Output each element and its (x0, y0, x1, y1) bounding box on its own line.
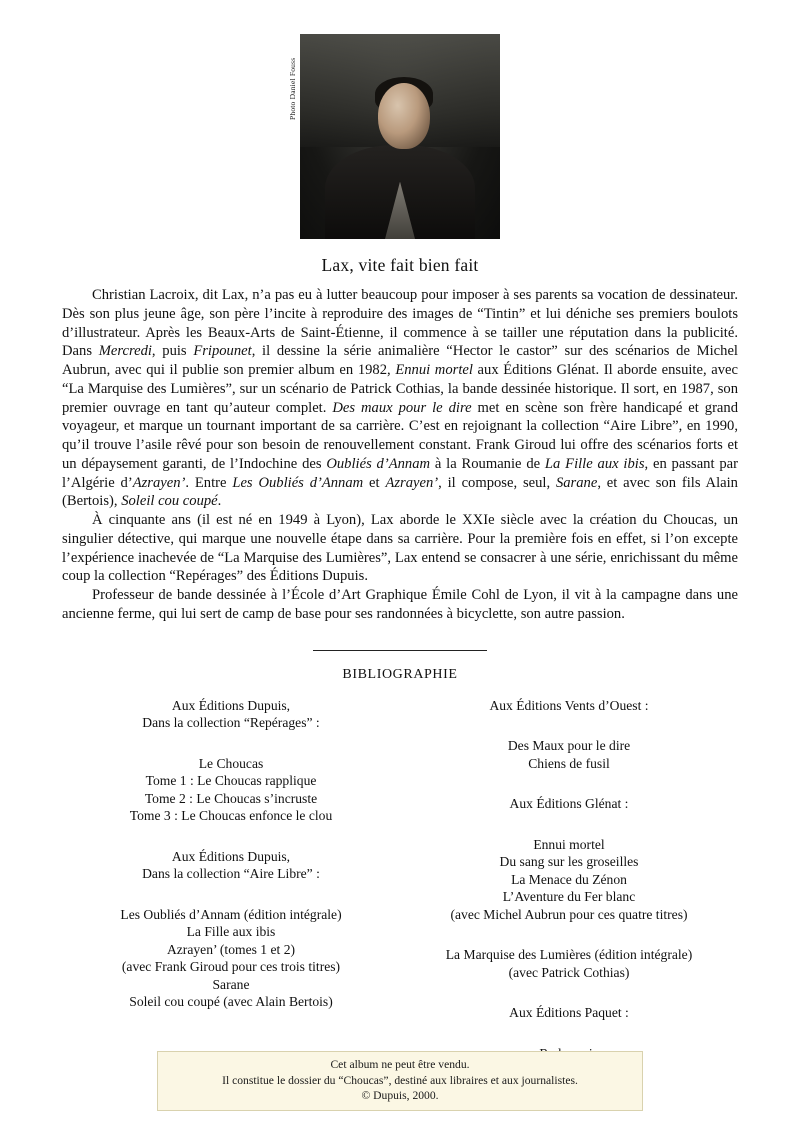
spacer (400, 994, 738, 1004)
title-la-fille-aux-ibis: La Fille aux ibis (544, 455, 645, 472)
spacer (400, 1035, 738, 1045)
bibliography-group (400, 795, 738, 813)
spacer (400, 826, 738, 836)
article-paragraph: À cinquante ans (il est né en 1949 à Lyon), Lax aborde le XXIe siècle avec la création du Choucas, un singulier détective, qui marque une nouvelle étape dans sa carrière. Pour la première fois en effet, si l’on excepte l’expérience inachevée de “La Marquise des Lumières”, Lax entend se consacrer à une série, enrichissant du même coup la collection “Repérages” des Éditions Dupuis. (62, 512, 738, 585)
document-page (0, 34, 800, 1129)
bibliography-line: Ennui mortel (533, 836, 605, 852)
footer-note (157, 1051, 643, 1111)
bibliography-line: Aux Éditions Dupuis, (171, 848, 291, 864)
spacer (62, 838, 400, 848)
spacer (62, 896, 400, 906)
bibliography-heading: BIBLIOGRAPHIE (342, 666, 458, 682)
bibliography-line: La Menace du Zénon (511, 871, 627, 887)
bibliography-left-column (62, 697, 400, 1063)
bibliography-line: Dans la collection “Aire Libre” : (142, 866, 320, 882)
title-soleil-cou-coupe: Soleil cou coupé (121, 493, 218, 510)
spacer (400, 785, 738, 795)
bibliography-line: Aux Éditions Paquet : (509, 1005, 629, 1021)
bibliography-line: La Fille aux ibis (186, 924, 276, 940)
title-oublies-dannam: Oubliés d’Annam (326, 455, 431, 472)
bibliography-line: Aux Éditions Glénat : (509, 796, 629, 812)
title-ennui-mortel: Ennui mortel (395, 362, 473, 378)
article-paragraph: Professeur de bande dessinée à l’École d’Art Graphique Émile Cohl de Lyon, il vit à la campagne dans une ancienne ferme, qui lui sert de camp de base pour ses randonnées à bicyclette, son autre passion. (62, 587, 738, 622)
photo-block (288, 34, 500, 239)
title-mercredi: Mercredi (98, 343, 152, 360)
photo-credit: Photo Daniel Fouss (288, 57, 297, 120)
bibliography-group (62, 697, 400, 732)
page-title: Lax, vite fait bien fait (321, 255, 479, 275)
bibliography-group (62, 755, 400, 825)
title-les-oublies-dannam: Les Oubliés d’Annam (232, 474, 364, 491)
bibliography-line: Sarane (212, 976, 250, 992)
bibliography-line: Soleil cou coupé (avec Alain Bertois) (129, 994, 333, 1010)
footer-line-3: © Dupuis, 2000. (361, 1089, 439, 1103)
bibliography-line: Des Maux pour le dire (507, 738, 631, 754)
bibliography-line: Dans la collection “Repérages” : (142, 715, 320, 731)
photo-figure-head (378, 83, 430, 149)
title-sarane: Sarane (555, 474, 598, 491)
footer-line-2: Il constitue le dossier du “Choucas”, destiné aux libraires et aux journalistes. (222, 1073, 578, 1087)
section-divider (313, 650, 487, 651)
bibliography-line: Du sang sur les groseilles (499, 854, 639, 870)
bibliography-line: Azrayen’ (tomes 1 et 2) (166, 941, 296, 957)
article-paragraph: Christian Lacroix, dit Lax, n’a pas eu à lutter beaucoup pour imposer à ses parents sa vocation de dessinateur. Dès son plus jeune âge, son père l’incite à reproduire des images de “Tintin” et lui déniche ses premiers boulots d’illustrateur. Après les Beaux-Arts de Saint-Étienne, il commence à se tailler une réputation dans la publicité. Dans Mercredi, puis Fripounet, il dessine la série animalière “Hector le castor” sur des scénarios de Michel Aubrun, avec qui il publie son premier album en 1982, Ennui mortel aux Éditions Glénat. Il aborde ensuite, avec “La Marquise des Lumières”, sur un scénario de Patrick Cothias, la bande dessinée historique. Il sort, en 1987, son premier ouvrage en tant qu’auteur complet. Des maux pour le dire met en scène son frère handicapé et grand voyageur, et marque un tournant important de sa carrière. C’est en rejoignant la collection “Aire Libre”, en 1990, qu’il trouve l’asile rêvé pour son besoin de renouvellement constant. Frank Giroud lui offre des scénarios forts et un dépaysement garanti, de l’Indochine des Oubliés d’Annam à la Roumanie de La Fille aux ibis, en passant par l’Algérie d’Azrayen’. Entre Les Oubliés d’Annam et Azrayen’, il compose, seul, Sarane, et avec son fils Alain (Bertois), Soleil cou coupé. (62, 287, 738, 510)
title-azrayen: Azrayen’ (132, 474, 186, 491)
bibliography-line: Aux Éditions Vents d’Ouest : (489, 697, 649, 713)
bibliography-columns (62, 697, 738, 1063)
bibliography-line: Tome 2 : Le Choucas s’incruste (144, 790, 318, 806)
bibliography-group (400, 697, 738, 715)
title-azrayen-2: Azrayen’ (385, 474, 439, 491)
bibliography-line: Le Choucas (198, 755, 264, 771)
bibliography-group (62, 848, 400, 883)
bibliography-line: La Marquise des Lumières (édition intégrale) (445, 947, 693, 963)
spacer (400, 727, 738, 737)
title-des-maux-pour-le-dire: Des maux pour le dire (332, 399, 472, 416)
bibliography-group (400, 1004, 738, 1022)
article-body (62, 286, 738, 624)
bibliography-line: Tome 1 : Le Choucas rapplique (145, 773, 317, 789)
bibliography-group (400, 836, 738, 924)
spacer (62, 745, 400, 755)
title-fripounet: Fripounet (193, 343, 252, 360)
bibliography-group (400, 737, 738, 772)
bibliography-line: (avec Michel Aubrun pour ces quatre titres) (450, 906, 688, 922)
portrait-photo (300, 34, 500, 239)
footer-line-1: Cet album ne peut être vendu. (330, 1058, 470, 1072)
bibliography-group (400, 946, 738, 981)
bibliography-line: Les Oubliés d’Annam (édition intégrale) (120, 906, 342, 922)
paragraph-1-text: Christian Lacroix, dit Lax, n’a pas eu à lutter beaucoup pour imposer à ses parents sa vocation de dessinateur. Dès son plus jeune âge, son père l’incite à reproduire des images de “Tintin” et lui déniche ses premiers boulots d’illustrateur. Après les Beaux-Arts de Saint-Étienne, il commence à se tailler une réputation dans la publicité. Dans (62, 287, 738, 360)
bibliography-line: (avec Frank Giroud pour ces trois titres) (121, 959, 341, 975)
bibliography-line: (avec Patrick Cothias) (508, 964, 630, 980)
bibliography-right-column (400, 697, 738, 1063)
spacer (400, 936, 738, 946)
bibliography-group (62, 906, 400, 1011)
bibliography-line: L’Aventure du Fer blanc (502, 889, 636, 905)
bibliography-line: Aux Éditions Dupuis, (171, 697, 291, 713)
bibliography-line: Chiens de fusil (528, 755, 610, 771)
bibliography-line: Tome 3 : Le Choucas enfonce le clou (129, 808, 333, 824)
